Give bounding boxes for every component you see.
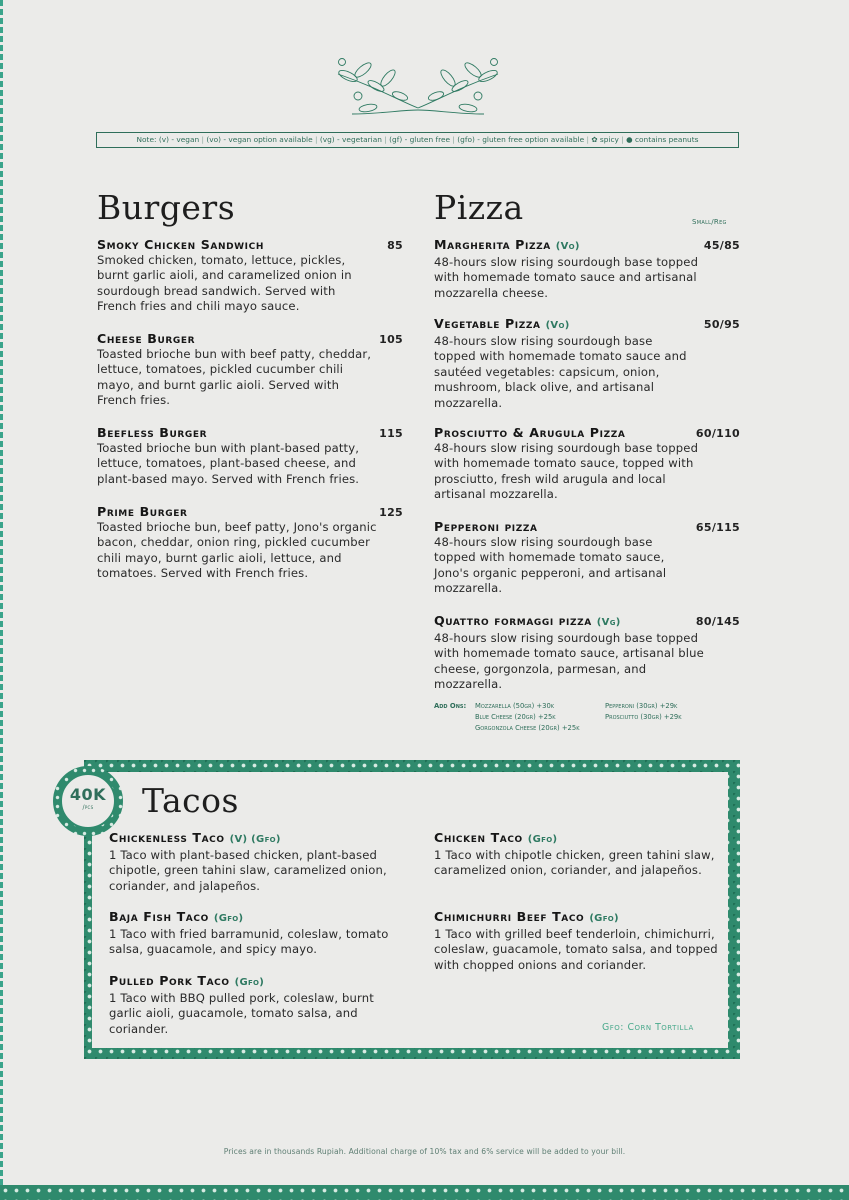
- legend-item: (gf) - gluten free: [389, 135, 451, 144]
- diet-tag: (Gfo): [527, 834, 558, 845]
- item-price: 45/85: [703, 239, 740, 252]
- item-name: Chickenless Taco: [109, 830, 225, 845]
- bottom-decorative-border: [0, 1185, 849, 1200]
- tacos-price-badge: [60, 773, 116, 829]
- legend-spicy: spicy: [599, 135, 619, 144]
- item-name: Pepperoni pizza: [434, 519, 538, 534]
- peanut-icon: ●: [626, 135, 633, 144]
- legend-item: (vo) - vegan option available: [206, 135, 313, 144]
- item-price: 115: [379, 427, 403, 440]
- item-price: 80/145: [695, 615, 740, 628]
- tacos-title: Tacos: [142, 781, 239, 820]
- item-name: Prosciutto & Arugula Pizza: [434, 425, 626, 440]
- item-description: Toasted brioche bun, beef patty, Jono's organic bacon, cheddar, onion ring, pickled cucumber chili mayo, burnt garlic aioli, lettuce, and tomatoes. Served with French fries.: [97, 520, 377, 581]
- olive-branch-icon: [318, 48, 518, 120]
- menu-item: [434, 519, 740, 597]
- size-label: Small/Reg: [692, 218, 727, 226]
- diet-tag: (Vo): [545, 320, 570, 331]
- badge-price: 40K: [69, 785, 107, 804]
- item-price: 125: [379, 506, 403, 519]
- diet-tag: (Gfo): [589, 913, 619, 924]
- item-name: Cheese Burger: [97, 331, 196, 346]
- menu-item: [109, 973, 409, 1037]
- item-name: Chicken Taco: [434, 830, 523, 845]
- dietary-legend: Note: (v) - vegan | (vo) - vegan option available | (vg) - vegetarian | (gf) - gluten free | (gfo) - gluten free option available | ✿ spicy | ● contains peanuts: [96, 132, 739, 148]
- item-description: 1 Taco with chipotle chicken, green tahini slaw, caramelized onion, coriander, and jalapeños.: [434, 848, 715, 878]
- item-description: 1 Taco with grilled beef tenderloin, chimichurri, coleslaw, guacamole, tomato salsa, and topped with chopped onions and coriander.: [434, 927, 718, 972]
- diet-tag: (Gfo): [234, 977, 265, 988]
- item-description: Toasted brioche bun with beef patty, cheddar, lettuce, tomatoes, pickled cucumber chili mayo, and burnt garlic aioli. Served with French fries.: [97, 347, 372, 408]
- item-description: 48-hours slow rising sourdough base topped with homemade tomato sauce and artisanal mozzarella cheese.: [434, 255, 699, 300]
- add-on-item: Prosciutto (30gr) +29k: [605, 713, 682, 721]
- item-name: Pulled Pork Taco: [109, 973, 230, 988]
- menu-item: [97, 237, 403, 315]
- add-on-item: Blue Cheese (20gr) +25k: [475, 713, 556, 721]
- legend-item: (vg) - vegetarian: [319, 135, 382, 144]
- item-price: 60/110: [695, 427, 740, 440]
- item-name: Vegetable Pizza: [434, 316, 541, 331]
- menu-item: [109, 909, 409, 958]
- item-name: Quattro formaggi pizza: [434, 613, 592, 628]
- menu-item: [434, 425, 740, 503]
- left-edge-border: [0, 0, 3, 1200]
- menu-item: [434, 909, 724, 973]
- pizza-title: Pizza: [434, 188, 524, 227]
- diet-tag: (Vo): [555, 241, 580, 252]
- legend-peanuts: contains peanuts: [634, 135, 699, 144]
- item-name: Baja Fish Taco: [109, 909, 209, 924]
- item-description: 48-hours slow rising sourdough base topped with homemade tomato sauce, Jono's organic pepperoni, and artisanal mozzarella.: [434, 535, 667, 596]
- item-price: 65/115: [695, 521, 740, 534]
- legend-item: (gfo) - gluten free option available: [457, 135, 585, 144]
- diet-tag: (Vg): [596, 617, 621, 628]
- item-price: 50/95: [703, 318, 740, 331]
- item-description: 1 Taco with BBQ pulled pork, coleslaw, burnt garlic aioli, guacamole, tomato salsa, and coriander.: [109, 991, 374, 1036]
- diet-tag: (V) (Gfo): [229, 834, 281, 845]
- item-name: Smoky Chicken Sandwich: [97, 237, 264, 252]
- item-description: 48-hours slow rising sourdough base topped with homemade tomato sauce, topped with prosciutto, fresh wild arugula and local artisanal mozzarella.: [434, 441, 699, 502]
- add-ons-label: Add Ons:: [434, 702, 467, 710]
- item-description: 1 Taco with plant-based chicken, plant-based chipotle, green tahini slaw, caramelized onion, coriander, and jalapeños.: [109, 848, 387, 893]
- add-on-item: Pepperoni (30gr) +29k: [605, 702, 678, 710]
- menu-item: [434, 237, 740, 301]
- menu-item: [434, 613, 740, 693]
- item-description: 48-hours slow rising sourdough base topped with homemade tomato sauce, artisanal blue cheese, gorgonzola, parmesan, and mozzarella.: [434, 631, 704, 692]
- item-description: Toasted brioche bun with plant-based patty, lettuce, tomatoes, plant-based cheese, and plant-based mayo. Served with French fries.: [97, 441, 360, 486]
- menu-item: [97, 504, 403, 582]
- item-name: Margherita Pizza: [434, 237, 551, 252]
- item-name: Prime Burger: [97, 504, 188, 519]
- add-on-item: Gorgonzola Cheese (20gr) +25k: [475, 724, 580, 732]
- menu-item: [97, 331, 403, 409]
- item-name: Chimichurri Beef Taco: [434, 909, 585, 924]
- item-name: Beefless Burger: [97, 425, 208, 440]
- badge-unit: /pcs: [82, 804, 94, 811]
- add-on-item: Mozzarella (50gr) +30k: [475, 702, 555, 710]
- gfo-note: Gfo: Corn Tortilla: [602, 1022, 694, 1033]
- item-price: 85: [387, 239, 403, 252]
- item-description: 48-hours slow rising sourdough base topped with homemade tomato sauce and sautéed vegetables: capsicum, onion, mushroom, black olive, and artisanal mozzarella.: [434, 334, 687, 410]
- legend-item: Note: (v) - vegan: [136, 135, 200, 144]
- item-price: 105: [379, 333, 403, 346]
- pizza-add-ons: [434, 702, 734, 736]
- menu-item: [97, 425, 403, 487]
- diet-tag: (Gfo): [213, 913, 244, 924]
- item-description: 1 Taco with fried barramunid, coleslaw, tomato salsa, guacamole, and spicy mayo.: [109, 927, 389, 957]
- menu-item: [109, 830, 409, 894]
- menu-item: [434, 830, 724, 879]
- footer-note: Prices are in thousands Rupiah. Additional charge of 10% tax and 6% service will be added to your bill.: [223, 1147, 626, 1156]
- burgers-title: Burgers: [97, 188, 236, 227]
- menu-item: [434, 316, 740, 411]
- item-description: Smoked chicken, tomato, lettuce, pickles, burnt garlic aioli, and caramelized onion in sourdough bread sandwich. Served with French fries and chili mayo sauce.: [97, 253, 352, 314]
- chili-icon: ✿: [591, 135, 598, 144]
